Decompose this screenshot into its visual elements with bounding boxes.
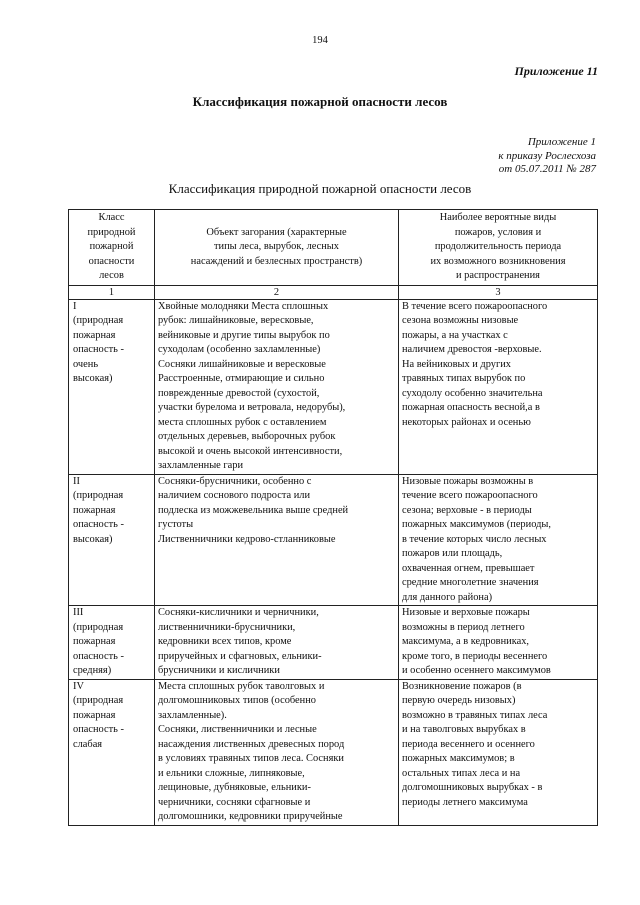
cell-text-line: в условиях травяных типов леса. Сосняки: [158, 753, 344, 764]
cell-text-line: опасности: [88, 255, 135, 267]
cell-text-line: опасность -: [73, 344, 124, 355]
cell-text-line: лесов: [99, 270, 124, 281]
cell-text-line: сезона возможны низовые: [402, 315, 519, 326]
cell-text-line: наличием древостоя -верховые.: [402, 344, 542, 355]
fires-cell: [399, 474, 598, 606]
cell-text-line: Сосняки, лиственничники и лесные: [158, 724, 317, 735]
order-reference: [498, 136, 596, 177]
table-row: [69, 299, 598, 474]
table-header-row: [69, 210, 598, 286]
cell-text-line: первую очередь низовых): [402, 695, 516, 706]
cell-text-line: высокая): [73, 373, 113, 384]
cell-text-line: продолжительность периода: [434, 241, 562, 252]
column-number: 1: [69, 285, 155, 299]
cell-text-line: течение всего пожароопасного: [402, 490, 538, 501]
class-cell: [69, 474, 155, 606]
cell-text-line: опасность -: [73, 650, 124, 662]
cell-text-line: и особенно осеннего максимумов: [402, 665, 551, 676]
cell-text-line: поврежденные древостой (сухостой,: [158, 387, 320, 399]
cell-text-line: Наиболее вероятные виды: [439, 212, 557, 223]
cell-text-line: вейниковые и другие типы вырубок по: [158, 329, 330, 341]
cell-text-line: участки бурелома и ветровала, недорубы),: [158, 402, 346, 413]
object-cell: [155, 679, 399, 825]
cell-text-line: брусничники и кисличники: [158, 665, 280, 676]
cell-text-line: пожарная: [73, 636, 116, 647]
cell-text-line: пожарных максимумов; в: [402, 753, 515, 764]
cell-text-line: Сосняки лишайниковые и вересковые: [158, 358, 326, 370]
cell-text-line: природной: [87, 226, 136, 238]
cell-text-line: насаждения лиственных древесных пород: [158, 738, 345, 750]
cell-text-line: В течение всего пожароопасного: [402, 300, 548, 312]
cell-text-line: Объект загорания (характерные: [206, 226, 347, 238]
cell-text-line: пожарная: [73, 709, 116, 721]
cell-text-line: периоды летнего максимума: [402, 796, 528, 808]
cell-text-line: кедровники всех типов, кроме: [158, 636, 292, 647]
cell-text-line: пожарная: [73, 329, 116, 341]
cell-text-line: (природная: [73, 315, 124, 326]
cell-text-line: долгомошниковых вырубках - в: [402, 782, 543, 793]
cell-text-line: средняя): [73, 665, 112, 676]
class-cell: [69, 679, 155, 825]
cell-text-line: периода весеннего и осеннего: [402, 738, 535, 750]
cell-text-line: Лиственничники кедрово-стланниковые: [158, 533, 336, 545]
cell-text-line: (природная: [73, 695, 124, 706]
cell-text-line: охваченная огнем, превышает: [402, 562, 535, 574]
cell-text-line: в течение которых число лесных: [402, 533, 547, 545]
cell-text-line: типы леса, вырубок, лесных: [214, 241, 339, 252]
cell-text-line: высокая): [73, 533, 113, 545]
cell-text-line: места сплошных рубок с оставлением: [158, 416, 327, 428]
cell-text-line: остальных типах леса и на: [402, 767, 521, 779]
cell-text-line: Возникновение пожаров (в: [402, 680, 522, 692]
cell-text-line: Сосняки-брусничники, особенно с: [158, 475, 312, 487]
class-cell: [69, 299, 155, 474]
cell-text-line: густоты: [158, 519, 194, 530]
object-cell: [155, 299, 399, 474]
cell-text-line: пожаров, условия и: [454, 226, 542, 238]
cell-text-line: подлеска из можжевельника выше средней: [158, 504, 349, 516]
cell-text-line: лещиновые, дубняковые, ельники-: [158, 782, 311, 793]
header-cell: [155, 210, 399, 286]
cell-text-line: лиственничники-брусничники,: [158, 621, 296, 633]
column-number-row: [69, 285, 598, 299]
cell-text-line: опасность -: [73, 519, 124, 530]
table-title: Классификация природной пожарной опасности лесов: [168, 181, 472, 196]
order-reference-line: Приложение 1: [527, 136, 596, 148]
cell-text-line: максимума, а в кедровниках,: [402, 636, 530, 647]
cell-text-line: некоторых районах и осенью: [402, 416, 531, 428]
cell-text-line: и на таволговых вырубках в: [402, 724, 526, 735]
header-cell: [399, 210, 598, 286]
cell-text-line: (природная: [73, 490, 124, 501]
cell-text-line: пожары, а на участках с: [402, 329, 508, 341]
cell-text-line: пожарная опасность весной,а в: [402, 402, 540, 413]
class-cell: [69, 606, 155, 680]
cell-text-line: пожаров или площадь,: [402, 548, 503, 559]
cell-text-line: и ельники сложные, липняковые,: [158, 767, 305, 779]
cell-text-line: рубок: лишайниковые, вересковые,: [158, 315, 314, 326]
cell-text-line: кроме того, в периоды весеннего: [402, 650, 548, 662]
object-cell: [155, 606, 399, 680]
cell-text-line: насаждений и безлесных пространств): [190, 255, 363, 267]
appendix-label: Приложение 11: [514, 64, 598, 78]
cell-text-line: возможно в травяных типах леса: [402, 709, 548, 721]
classification-table: [68, 209, 598, 826]
cell-text-line: суходолам (особенно захламленные): [158, 344, 321, 355]
cell-text-line: На вейниковых и других: [402, 358, 511, 370]
cell-text-line: пожарная: [73, 504, 116, 516]
cell-text-line: захламленные).: [158, 709, 227, 721]
page-number: 194: [312, 35, 328, 46]
object-cell: [155, 474, 399, 606]
cell-text-line: травяных типах вырубок по: [402, 373, 526, 384]
cell-text-line: суходолу особенно значительна: [402, 387, 543, 399]
cell-text-line: для данного района): [402, 591, 493, 603]
fires-cell: [399, 299, 598, 474]
cell-text-line: приручейных и сфагновых, ельники-: [158, 650, 322, 662]
order-reference-line: от 05.07.2011 № 287: [498, 163, 596, 175]
cell-text-line: слабая: [73, 738, 103, 750]
cell-text-line: опасность -: [73, 724, 124, 735]
fires-cell: [399, 679, 598, 825]
order-reference-line: к приказу Рослесхоза: [498, 149, 596, 162]
cell-text-line: долгомошники, кедровники приручейные: [158, 811, 343, 822]
cell-text-line: (природная: [73, 621, 124, 633]
fires-cell: [399, 606, 598, 680]
cell-text-line: возможны в период летнего: [402, 621, 525, 633]
cell-text-line: пожарных максимумов (периоды,: [402, 519, 551, 530]
cell-text-line: сезона; верховые - в периоды: [402, 504, 532, 516]
cell-text-line: средние многолетние значения: [402, 577, 539, 588]
cell-text-line: Места сплошных рубок таволговых и: [158, 680, 325, 692]
table-row: [69, 606, 598, 680]
cell-text-line: наличием соснового подроста или: [158, 490, 311, 501]
column-number: 3: [399, 285, 598, 299]
cell-text-line: очень: [73, 358, 99, 370]
cell-text-line: III: [73, 607, 84, 618]
cell-text-line: высокой и очень высокой интенсивности,: [158, 445, 343, 457]
cell-text-line: II: [73, 475, 80, 487]
cell-text-line: Низовые пожары возможны в: [402, 475, 534, 487]
cell-text-line: захламленные гари: [158, 460, 244, 471]
header-cell: [69, 210, 155, 286]
cell-text-line: отдельных деревьев, выборочных рубок: [158, 431, 336, 442]
cell-text-line: IV: [73, 680, 84, 692]
cell-text-line: Низовые и верховые пожары: [402, 607, 530, 618]
cell-text-line: Расстроенные, отмирающие и сильно: [158, 373, 325, 384]
table-row: [69, 679, 598, 825]
cell-text-line: пожарной: [89, 241, 134, 252]
cell-text-line: Класс: [98, 212, 125, 223]
cell-text-line: Хвойные молодняки Места сплошных: [158, 300, 329, 312]
cell-text-line: долгомошниковых типов (особенно: [158, 695, 316, 706]
cell-text-line: I: [73, 300, 77, 312]
cell-text-line: Сосняки-кисличники и черничники,: [158, 607, 319, 618]
document-title: Классификация пожарной опасности лесов: [192, 94, 448, 109]
table-row: [69, 474, 598, 606]
cell-text-line: их возможного возникновения: [430, 255, 566, 267]
cell-text-line: черничники, сосняки сфагновые и: [158, 796, 311, 808]
column-number: 2: [155, 285, 399, 299]
cell-text-line: и распространения: [456, 270, 540, 281]
